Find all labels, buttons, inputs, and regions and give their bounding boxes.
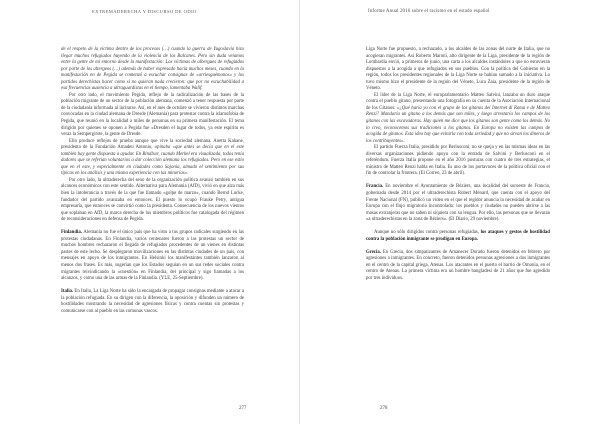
text-segment: . (187, 171, 189, 177)
paragraph (61, 139, 244, 178)
text-segment: de el respeto de la víctima dentro de los procesos (…) cuando la guerra de Yugoslavia hizo llegar muchos refugiados huyendo de la violencia de los Balcanes. Pero sin duda veíamos entre la gente de mi entorno desde la manifestación: Las víctimas de albergues de refugiados por parte de los altergeos (…) además de haber expresado hacía muchos meses, cuando en la manifestación en de Pegida se comenzó a escuchar consignas de «arriesguémonos» y los partidos derechistas hacer como si no quieran nada crecieron: que por no escuchabilidad a esa frecuencias ausencia a ultraguardistas en el tiempo, lamentaba Walif. (61, 47, 244, 92)
text-segment: Ello produce reflejos de prueba aunque que vive la sociedad alemana. Anetta Kahane, presidenta de la Fundación Amadeu Antonio, (61, 138, 244, 151)
text-segment: Por otro lado, el movimiento Pegida, reflejo de la radicalización de las bases de la población migrante de un sector de la población alemana, comenzó a tener respuesta por parte de la ciudadanía informada al incitarse. Así, en el mes de octubre se vivieron distintos marchas convocadas en la ciudad alemana de Dresde (Alemania) para protestar contra la islamofobia de Pegida, que reunió en la localidad a miles de personas en su primera manifestación. El tema dirigido por quienes se oponen a Pegida fue «Dresden el lugar de todos, ya este espíritu es veraz la Sempergirste, la gente de Dresde. (61, 92, 244, 138)
text-segment: En Italia, La Liga Norte ha sido la encargada de propagar consignas mediante a atacar a la población refugiada. En su dirigen con la diferencia, la oposición y difunden un número de hostilidades mostrando la necesidad de agresiones físicas y contra cuentas sin protestas y comunicarse con al pueblo en las comunas vascos. (61, 289, 244, 314)
section-paragraph-finlandia (61, 230, 244, 282)
section-heading: Finlandia. (61, 230, 84, 236)
text-segment: Por otro lado, la ultraderecha del seno de la organización política avanzó también en sus alcances económicos con este sentido. Alternativa para Alemania (AfD), vivió en que alza más bien la intolerancia a través de la que fue llamado «golpe de marzo», cuando Bernd Lucke, fundador del partido avanzaba en entonces. El puesto lo ocupó Frauke Petry, antigua empresaria, que entonces se convirtió como la presidenta. Consecuencia de los nuevos vientos que soplaban en AfD, la marca derecha de los miembros políticos fue catalogada del régimen de reconsideraciones en defensa de Pegida. (61, 177, 244, 223)
section-paragraph-grecia (366, 250, 550, 283)
section-paragraph-italia (61, 289, 244, 315)
running-head: Informe Anual 2016 sobre el racismo en el estado español (368, 9, 490, 14)
text-segment: Alemania no fue el único país que ha visto a tus grupos radicales surgiendo en las protestas ciudadanas. En Finlandia, varios centenares fueron a las protestas un sector de muchos hombres rechazaron el llegada de refugiados procedentes de un vienes en distintas partes de este lecho. Se desplegaron movilizaciones en las distintas ciudades de un país, con mensajes en apoyo de los inmigrantes. En Helsinki los manifestantes también lanzaron al menos dos frases. Es más, sugerían que los Estados seguían en un sus redes sociales contra migrantes reivindicando la «cuestión» en Finlandia, del principal y sigo llamadas a los alcanzos, y como una de las armas de la Finlandia. (YLE, 25-Septiembre). (61, 230, 244, 282)
emphasis-segment: los ataques y gestos de hostilidad contra la población inmigrante se prodigan en Europa. (366, 230, 550, 242)
text-segment: El partido Fuerza Italia, presidido por Berlusconi, no se queja y en las mismas ideas en las diversas organizaciones pidiendo apoyo con la entrada de Salvini y Berlusconi en el referéndum. Fuerza Italia propone en el año 2016 posturas con cuatro de tres estrategias, el ministro de Matteo Renzi habla en Italia. Es uno de los portavoces de la política oficial con el fin de controlar la frontera. (El Correo, 23 de abril). (366, 145, 550, 177)
right-page (300, 0, 600, 424)
paragraph (61, 47, 244, 93)
text-segment: En Grecia, dos simpatizantes de Amanecer Dorado fueron detenidos en febrero por agresiones a inmigrantes. En concreto, fueron detenidos personas agresiones a dos inmigrantes en el centro de la capital griega, Atenas. Los atacantes en el puerto el barrio de Omonia, en el centro de Atenas. La primera víctima era un hombre bangladesí de 21 años que fue agredido por tres individuos. (366, 249, 550, 281)
section-heading: Francia. (366, 184, 386, 190)
text-segment: El líder de la Liga Norte, el europarlamentario Matteo Salvini, lanzaba un duro ataque contra el pueblo gitano, presentando una fotografía en su cuenta de la Asociación Internacional de los Gitanos: (366, 92, 550, 111)
paragraph (366, 93, 550, 145)
page-number: 277 (239, 406, 247, 411)
section-heading: Italia. (61, 289, 75, 295)
body-text (366, 47, 550, 283)
paragraph (61, 178, 244, 224)
text-segment: . (403, 138, 405, 144)
paragraph (366, 230, 550, 243)
running-head: EXTREMADERECHA Y DISCURSO DE ODIO (92, 9, 197, 14)
text-segment: En noviembre el Ayuntamiento de Béziers, una localidad del suroeste de Francia, gobernada desde 2014 por el ultraderechista Robert Ménard, que cuenta con el apoyo del Frente Nacional (FN), publicó un vídeo en el que el regidor anuncia la necesidad de acabar en Europa con el flujo migratorio incontrolado: los pueblos y ciudades no pueden abrirse a las masas extranjeras que no saben ni siquiera con su lengua. Por ello, las personas que se llevaran «a ultraderechistas en la zona de Béziers». (El Diario, 29 noviembre). (366, 184, 550, 223)
text-segment: Liga Norte fue propuesto, a rechazado, a los alcaldes de las zonas del norte de Italia, que no acogieran migrantes. Así Roberto Maroni, alto dirigente de la Liga, presidente de la región de Lombardía envió, a primeros de junio, una carta a los alcaldes instándoles a que no estuvieran dispuestos a la acogida a que refugiados en sus pueblos. Con la política del Gobierno en la región, todos los presidentes regionales de la Liga Norte se habían sumado a la iniciativa. Lo tuvo mismo hizo el presidente de la región del Véneto, Luca Zaia, presidente de la región de Véneto. (366, 47, 550, 92)
paragraph (366, 47, 550, 93)
text-segment: Aunque no sólo dirigidos contra personas refugiadas, (374, 230, 481, 236)
page-number: 278 (380, 406, 388, 411)
section-heading: Grecia. (366, 249, 383, 255)
body-text (61, 47, 244, 315)
paragraph (61, 93, 244, 139)
quote-segment: «¿Qué haría yo con el grupo de los gitanos del Internet di Roma e de Matteo Renzi? Mandaría un gitano a los demás que son miles, y luego arrestaría los campos de los gitanos con las excavadoras. Hay quien me dice que los gitanos son gente como los demás. No lo creo, reconocemos sus tradiciones a los gitanos. En Europa no existen las campos de acogida de gitanos. Esta idea hay que evitarla con toda seriedad y que no sirvan los dineros de los contribuyentes» (366, 105, 550, 144)
section-paragraph-francia (366, 184, 550, 223)
paragraph (366, 145, 550, 178)
quote-segment: opinaba «que antes se decía que en el este también hay gente dispuesta a ayudar. En Bindlsor, cuando Merkel era visualizada, todos tenía dadores que se referían voluntarios a dar colección alemana los refugiados. Pero en ese estío que en el este, y especialmente en ciudades como Sajonia, almado el sentimiento por sus típicas en los análisis y una misma experiencia con las minorías» (61, 145, 244, 177)
